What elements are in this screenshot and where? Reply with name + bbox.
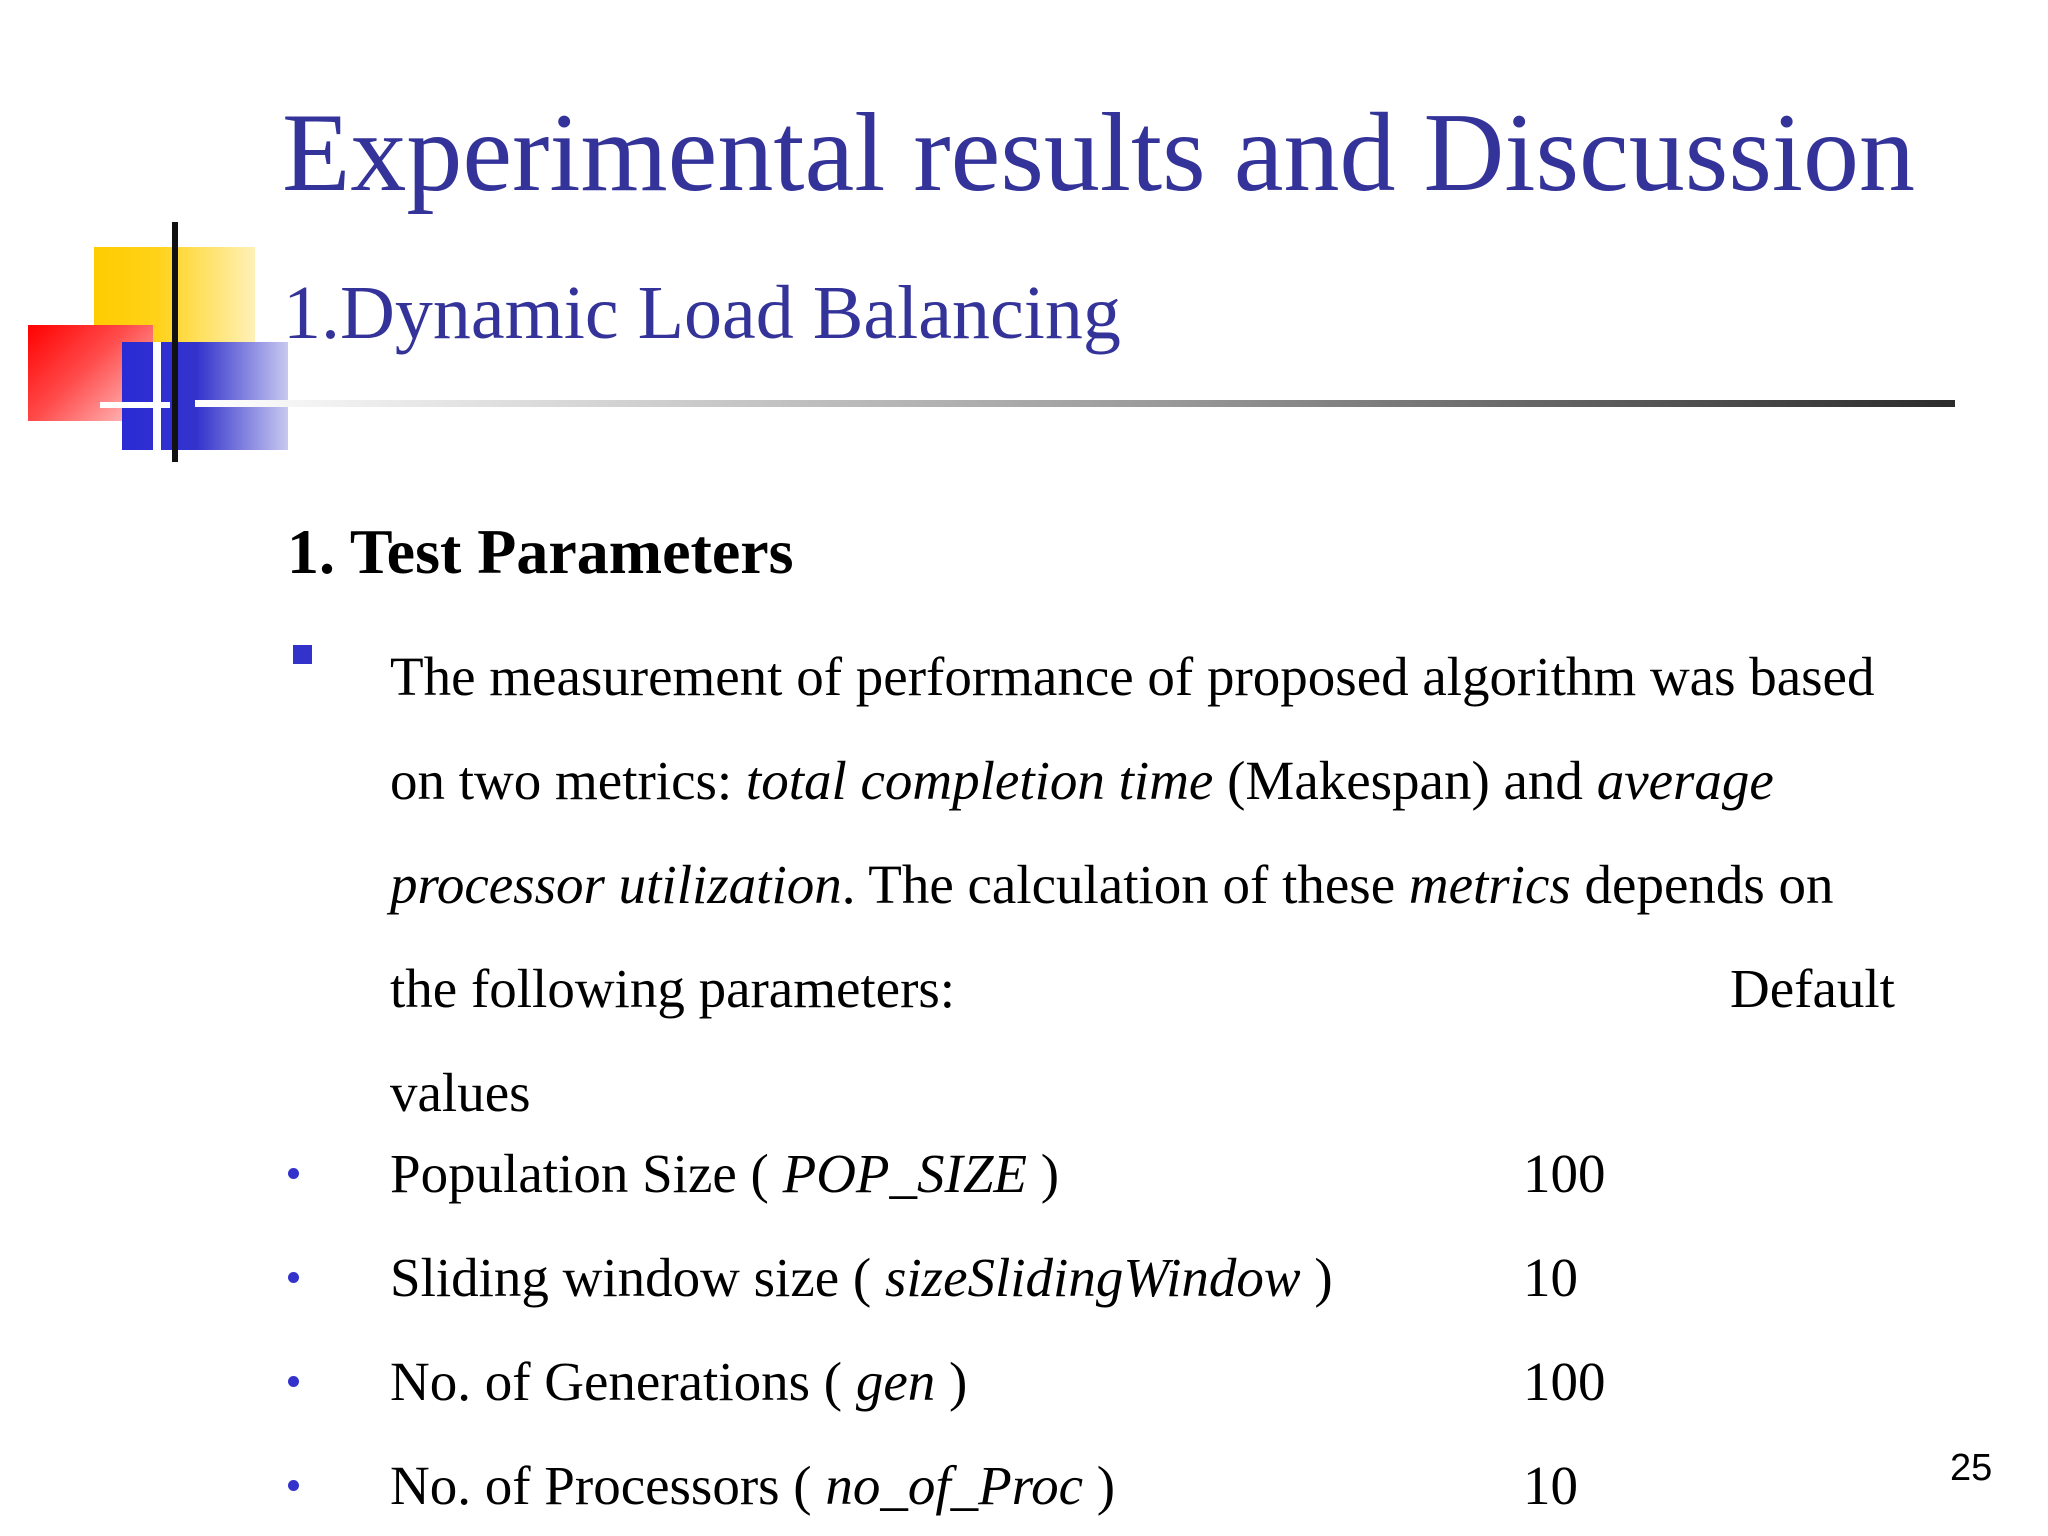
param-row-pop-size — [0, 1142, 2048, 1222]
dot-bullet-icon — [288, 1376, 299, 1387]
paragraph-text: values — [390, 1062, 531, 1123]
title-underline-rule — [195, 400, 1955, 407]
paragraph-text: (Makespan) and — [1213, 750, 1597, 811]
paragraph-text: on two metrics: — [390, 750, 746, 811]
param-row-generations — [0, 1350, 2048, 1430]
param-variable: POP_SIZE — [782, 1143, 1028, 1204]
param-value: 100 — [1523, 1143, 1606, 1204]
logo-blue-block — [122, 342, 288, 450]
param-label-text: No. of Processors ( — [390, 1455, 826, 1516]
paragraph-text: The measurement of performance of proposed algorithm was based — [390, 646, 1875, 707]
metric-total-completion-time: total completion time — [745, 750, 1214, 811]
param-label — [390, 1350, 967, 1413]
param-label-text: ) — [1083, 1455, 1116, 1516]
slide-title: Experimental results and Discussion — [282, 91, 1916, 215]
logo-white-gap-horizontal — [100, 402, 170, 408]
param-label-text: ) — [935, 1351, 968, 1412]
metric-average: average — [1596, 750, 1774, 811]
param-label-text: Sliding window size ( — [390, 1247, 885, 1308]
slide-subtitle: 1.Dynamic Load Balancing — [283, 271, 1121, 355]
default-column-header: Default — [1730, 958, 1895, 1019]
param-label-text: No. of Generations ( — [390, 1351, 856, 1412]
paragraph-text: depends on — [1570, 854, 1834, 915]
param-label — [390, 1142, 1059, 1205]
param-value: 10 — [1523, 1455, 1578, 1516]
param-label — [390, 1246, 1333, 1309]
paragraph-line-1 — [390, 625, 1950, 729]
param-value: 100 — [1523, 1351, 1606, 1412]
paragraph-line-2 — [390, 729, 1950, 833]
paragraph-text: . The calculation of these — [841, 854, 1409, 915]
param-row-sliding-window — [0, 1246, 2048, 1326]
paragraph-line-4 — [390, 937, 1950, 1041]
param-variable: gen — [855, 1351, 936, 1412]
square-bullet-icon — [293, 645, 312, 664]
param-label — [390, 1454, 1115, 1517]
param-row-processors — [0, 1454, 2048, 1534]
page-number: 25 — [1950, 1447, 1993, 1489]
param-variable: sizeSlidingWindow — [884, 1247, 1301, 1308]
section-heading: 1. Test Parameters — [287, 516, 794, 587]
paragraph-line-3 — [390, 833, 1950, 937]
dot-bullet-icon — [288, 1272, 299, 1283]
intro-paragraph — [390, 625, 1950, 1145]
param-label-text: Population Size ( — [390, 1143, 783, 1204]
metric-processor-utilization: processor utilization — [390, 854, 842, 915]
dot-bullet-icon — [288, 1480, 299, 1491]
param-variable: no_of_Proc — [825, 1455, 1084, 1516]
paragraph-line-5 — [390, 1041, 1950, 1145]
logo-white-gap-vertical — [153, 342, 161, 450]
metrics-word: metrics — [1408, 854, 1571, 915]
param-label-text: ) — [1027, 1143, 1060, 1204]
param-value: 10 — [1523, 1247, 1578, 1308]
param-label-text: ) — [1300, 1247, 1333, 1308]
logo-vertical-line — [172, 222, 178, 462]
dot-bullet-icon — [288, 1168, 299, 1179]
paragraph-text: the following parameters: — [390, 958, 956, 1019]
